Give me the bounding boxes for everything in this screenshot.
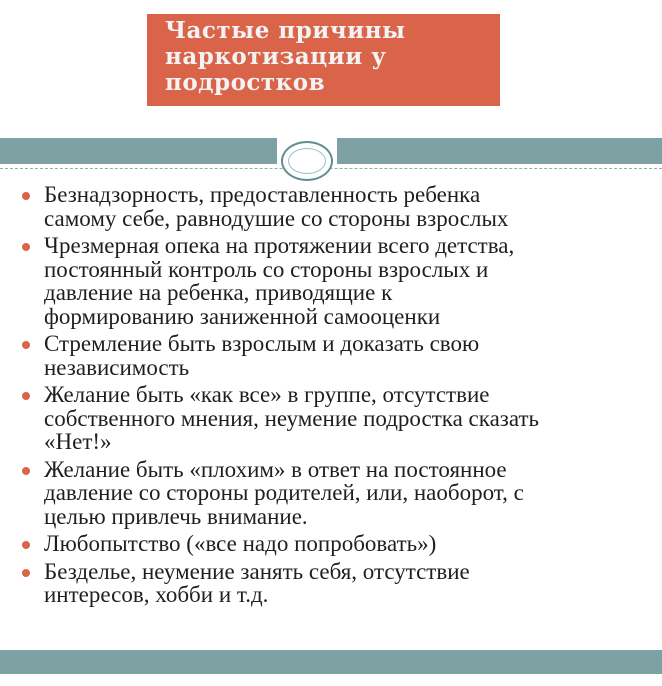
list-item-text: Чрезмерная опека на протяжении всего детства,: [44, 233, 515, 258]
list-item-text: давление со стороны родителей, или, наоборот, с: [44, 480, 524, 505]
slide-title-line: подростков: [165, 69, 326, 96]
list-item-text: Безделье, неумение занять себя, отсутствие: [44, 558, 470, 584]
bullet-dot-icon: [22, 192, 30, 200]
bullet-dot-icon: [22, 392, 30, 400]
list-item-text: постоянный контроль со стороны взрослых и: [44, 256, 489, 282]
list-item: [22, 560, 652, 607]
list-item: [22, 383, 652, 454]
slide-title-line: наркотизации у: [165, 43, 387, 70]
list-item-text: целью привлечь внимание.: [44, 503, 308, 529]
list-item-text: Желание быть «плохим» в ответ на постоянное: [44, 456, 507, 482]
bullet-dot-icon: [22, 243, 30, 251]
list-item-text: формированию заниженной самооценки: [44, 303, 441, 329]
reasons-list: [22, 183, 652, 611]
list-item: [22, 532, 652, 556]
list-item-text: Безнадзорность, предоставленность ребенка: [44, 182, 481, 207]
list-item-text: собственного мнения, неумение подростка сказать: [44, 405, 540, 431]
bullet-dot-icon: [22, 569, 30, 577]
bullet-dot-icon: [22, 341, 30, 349]
circle-ornament-inner: [288, 148, 326, 174]
list-item: [22, 183, 652, 230]
slide-title-line: Частые причины: [165, 17, 406, 44]
list-item-text: давление на ребенка, приводящие к: [44, 280, 393, 305]
list-item-text: «Нет!»: [44, 429, 112, 454]
circle-ornament-icon: [281, 141, 333, 181]
list-item-text: Стремление быть взрослым и доказать свою: [44, 331, 480, 356]
list-item-text: Желание быть «как все» в группе, отсутствие: [44, 382, 490, 407]
list-item-text: интересов, хобби и т.д.: [44, 582, 269, 607]
list-item-text: Любопытство («все надо попробовать»): [44, 531, 437, 556]
bottom-decorative-band: [0, 650, 662, 674]
bullet-dot-icon: [22, 467, 30, 475]
slide-title: [147, 14, 500, 106]
list-item: [22, 332, 652, 379]
list-item: [22, 458, 652, 529]
list-item-text: самому себе, равнодушие со стороны взрослых: [44, 205, 509, 231]
list-item-text: независимость: [44, 354, 190, 380]
bullet-dot-icon: [22, 541, 30, 549]
list-item: [22, 234, 652, 328]
